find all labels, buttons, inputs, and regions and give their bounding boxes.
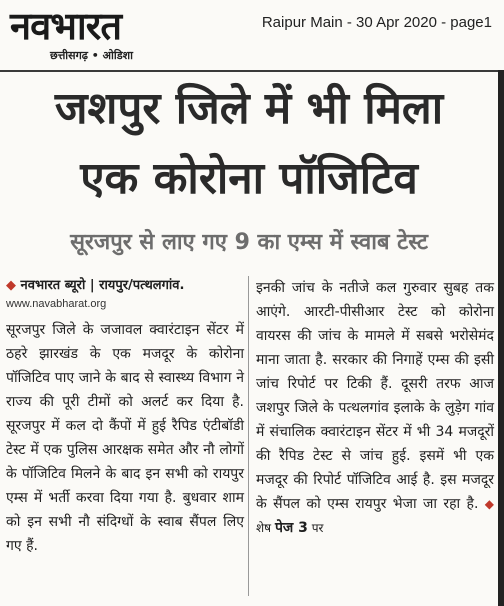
- byline-bullet: ◆: [6, 278, 16, 293]
- page-edge-border: [498, 70, 504, 606]
- article-body-right: इनकी जांच के नतीजे कल गुरुवार सुबह तक आएंगे. आरटी-पीसीआर टेस्ट को कोरोना वायरस की जांच के मामले में सबसे भरोसेमंद माना जाता है. सरकार की निगाहें एम्स की इसी जांच रिपोर्ट पर टिकी हैं. दूसरी तरफ आज जशपुर जिले के पत्थलगांव इलाके के लुड़ेग गांव में संचालिक क्वारंटाइन सेंटर में भी 34 मजदूरों की रैपिड टेस्ट से जांच हुई. इसमें भी एक मजदूर की रिपोर्ट पॉजिटिव आई है. इस मजदूर के सैंपल को एम्स रायपुर भेजा जा रहा है.: [256, 280, 494, 512]
- byline: ◆ नवभारत ब्यूरो | रायपुर/पत्थलगांव.: [6, 278, 185, 293]
- byline-agency: नवभारत ब्यूरो: [20, 278, 86, 293]
- continued-text: शेष: [256, 521, 272, 535]
- masthead-divider: [0, 70, 504, 72]
- headline-line-2: एक कोरोना पॉजिटिव: [80, 153, 418, 204]
- newspaper-logo: नवभारत: [10, 3, 121, 48]
- continued-suffix: पर: [311, 521, 324, 535]
- website-link[interactable]: www.navabharat.org: [6, 298, 107, 310]
- edition-regions: छत्तीसगढ़ • ओडिशा: [50, 49, 133, 62]
- continued-page: पेज 3: [274, 520, 308, 536]
- article-body-left: सूरजपुर जिले के जजावल क्वारंटाइन सेंटर में ठहरे झारखंड के एक मजदूर के कोरोना पॉजिटिव पाए जाने के बाद से स्वास्थ्य विभाग ने राज्य की पूरी टीमों को अलर्ट कर दिया है. सूरजपुर में कल दो कैंपों में हुई रैपिड एंटीबॉडी टेस्ट में एक पुलिस आरक्षक समेत और नौ लोगों के पॉजिटिव मिलने के बाद इन सभी को रायपुर एम्स में भर्ती करवा दिया गया है. बुधवार शाम को इन सभी नौ संदिग्धों के स्वाब सैंपल लिए गए हैं.: [6, 322, 244, 554]
- continued-marker-icon: ◆: [484, 497, 495, 511]
- subheadline: सूरजपुर से लाए गए 9 का एम्स में स्वाब टेस्ट: [70, 230, 428, 255]
- headline-line-1: जशपुर जिले में भी मिला: [54, 83, 444, 134]
- article-column-right: [256, 276, 494, 540]
- byline-location: रायपुर/पत्थलगांव.: [99, 278, 185, 293]
- article-column-left: [6, 276, 244, 558]
- edition-label: Raipur Main - 30 Apr 2020 - page1: [261, 14, 492, 31]
- column-divider: [248, 276, 249, 596]
- masthead: [8, 4, 496, 66]
